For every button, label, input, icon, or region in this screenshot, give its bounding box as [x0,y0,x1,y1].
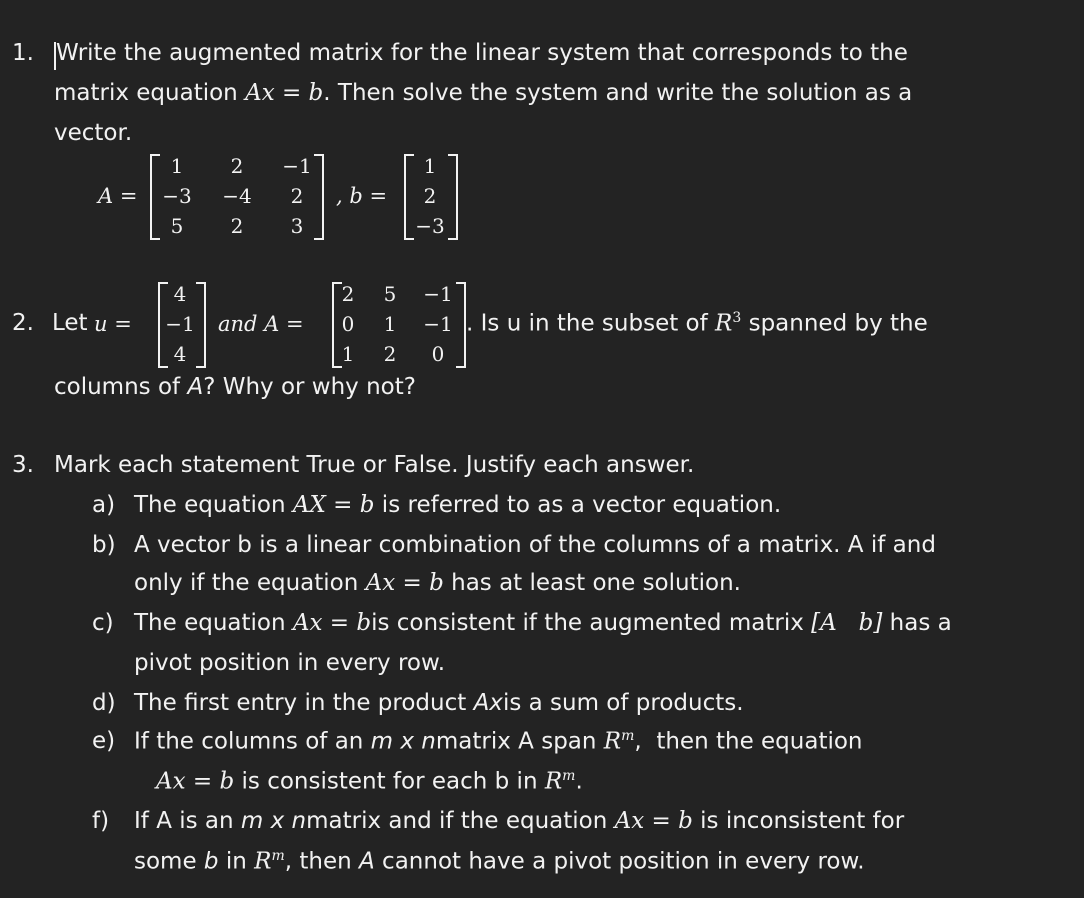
q2-u-right-bracket [196,282,206,368]
q3b-label: b) [92,532,116,558]
q1-A-right-bracket [314,154,324,240]
q3a-equation: AX = b [292,492,375,518]
q3d-product: Ax [473,690,503,716]
q3e-line2-post: . [575,768,583,795]
q3e-line2-R: R [544,768,563,795]
matrix-cell: 2 [230,154,244,178]
q3-number: 3. [12,452,34,478]
q2-A-right-bracket [456,282,466,368]
vector-cell: 2 [423,184,437,208]
q2-question-pre: . Is u in the subset of [466,310,716,337]
q3c-line2: pivot position in every row. [134,650,446,676]
q2-R: R [715,310,733,337]
q3f-line2-b: b [203,848,219,875]
matrix-cell: 0 [431,342,445,366]
matrix-cell: −4 [222,184,252,208]
q3f-line2-R-exponent: m [271,848,285,864]
q1-line2 [54,80,912,106]
q3c-line1 [134,610,952,636]
q3c-post: has a [882,610,952,636]
q3f-post: is inconsistent for [692,808,905,834]
q3d-post: is a sum of products. [502,690,744,716]
q3e-equation: Ax = b [156,768,235,795]
q3c-equation: Ax = b [292,610,372,636]
q3e-post: , then the equation [634,728,863,755]
vector-cell: 4 [173,282,187,306]
q3f-line2-R: R [254,848,272,875]
q3c-augmented: [A b] [811,610,883,636]
q3f-line2-mid: in [218,848,255,875]
q1-line3: vector. [54,120,133,146]
q3f-equation: Ax = b [614,808,693,834]
q3a-pre: The equation [134,492,293,518]
q3e-label: e) [92,728,116,754]
q3d-text [134,690,744,716]
q3e-line2-mid: is consistent for each b in [234,768,545,795]
q2-question [466,310,928,337]
q3b-line1: A vector b is a linear combination of the columns of a matrix. A if and [134,532,936,558]
q3b-line2-post: has at least one solution. [443,570,741,596]
q3e-line1 [134,728,863,755]
matrix-cell: −1 [423,282,453,306]
q2-number: 2. [12,310,34,336]
q2-let: Let [52,310,88,336]
q2-question-post: spanned by the [741,310,928,337]
q2-line2-A: A [187,374,204,400]
q3e-mxn: m x n [370,728,436,755]
q1-line1: Write the augmented matrix for the linear system that corresponds to the [56,40,908,66]
q3f-line1 [134,808,904,834]
matrix-cell: 1 [170,154,184,178]
q3f-line2-pre: some [134,848,204,875]
q3f-line2-A: A [359,848,375,875]
q2-line2-post: ? Why or why not? [203,374,416,400]
q1-line2-pre: matrix equation [54,80,246,106]
matrix-cell: 2 [230,214,244,238]
matrix-cell: 5 [170,214,184,238]
q3f-mxn: m x n [240,808,307,834]
q1-equation: Ax = b [245,80,324,106]
q2-R-exponent: 3 [732,310,742,326]
matrix-cell: 1 [383,312,397,336]
matrix-cell: 5 [383,282,397,306]
matrix-cell: −3 [162,184,192,208]
q2-and-A: and A = [218,312,304,336]
q3f-line2-post1: , then [284,848,359,875]
q1-A-label: A = [98,184,138,208]
matrix-cell: 2 [290,184,304,208]
q3a-text [134,492,781,518]
q1-line2-post: . Then solve the system and write the solution as a [323,80,913,106]
q3e-mid: matrix A span [435,728,604,755]
q3c-pre: The equation [134,610,293,636]
q3f-pre: If A is an [134,808,241,834]
q2-u-label: u = [94,312,132,336]
q3e-pre: If the columns of an [134,728,371,755]
q3f-line2 [134,848,865,875]
q3c-label: c) [92,610,114,636]
q1-b-right-bracket [448,154,458,240]
q2-line2 [54,374,416,400]
matrix-cell: 2 [341,282,355,306]
matrix-cell: 3 [290,214,304,238]
q3f-mid: matrix and if the equation [306,808,615,834]
vector-cell: 4 [173,342,187,366]
vector-cell: −1 [165,312,195,336]
q3a-label: a) [92,492,116,518]
q2-line2-pre: columns of [54,374,188,400]
q3b-equation: Ax = b [365,570,444,596]
matrix-cell: −1 [282,154,312,178]
q3-intro: Mark each statement True or False. Justify each answer. [54,452,695,478]
q1-number: 1. [12,40,34,66]
q3e-line2 [156,768,583,795]
vector-cell: 1 [423,154,437,178]
vector-cell: −3 [415,214,445,238]
matrix-cell: 1 [341,342,355,366]
q3d-label: d) [92,690,116,716]
q3c-mid: is consistent if the augmented matrix [371,610,812,636]
q3b-line2 [134,570,741,596]
matrix-cell: 2 [383,342,397,366]
matrix-cell: −1 [423,312,453,336]
q3a-post: is referred to as a vector equation. [374,492,782,518]
q1-b-label: , b = [336,184,388,208]
q3f-label: f) [92,808,110,834]
q3f-line2-post2: cannot have a pivot position in every row. [374,848,865,875]
q3b-line2-pre: only if the equation [134,570,366,596]
q3e-line2-R-exponent: m [562,768,576,784]
q3e-R: R [603,728,622,755]
q3d-pre: The first entry in the product [134,690,474,716]
matrix-cell: 0 [341,312,355,336]
q3e-R-exponent: m [621,728,635,744]
q1-A-left-bracket [150,154,160,240]
